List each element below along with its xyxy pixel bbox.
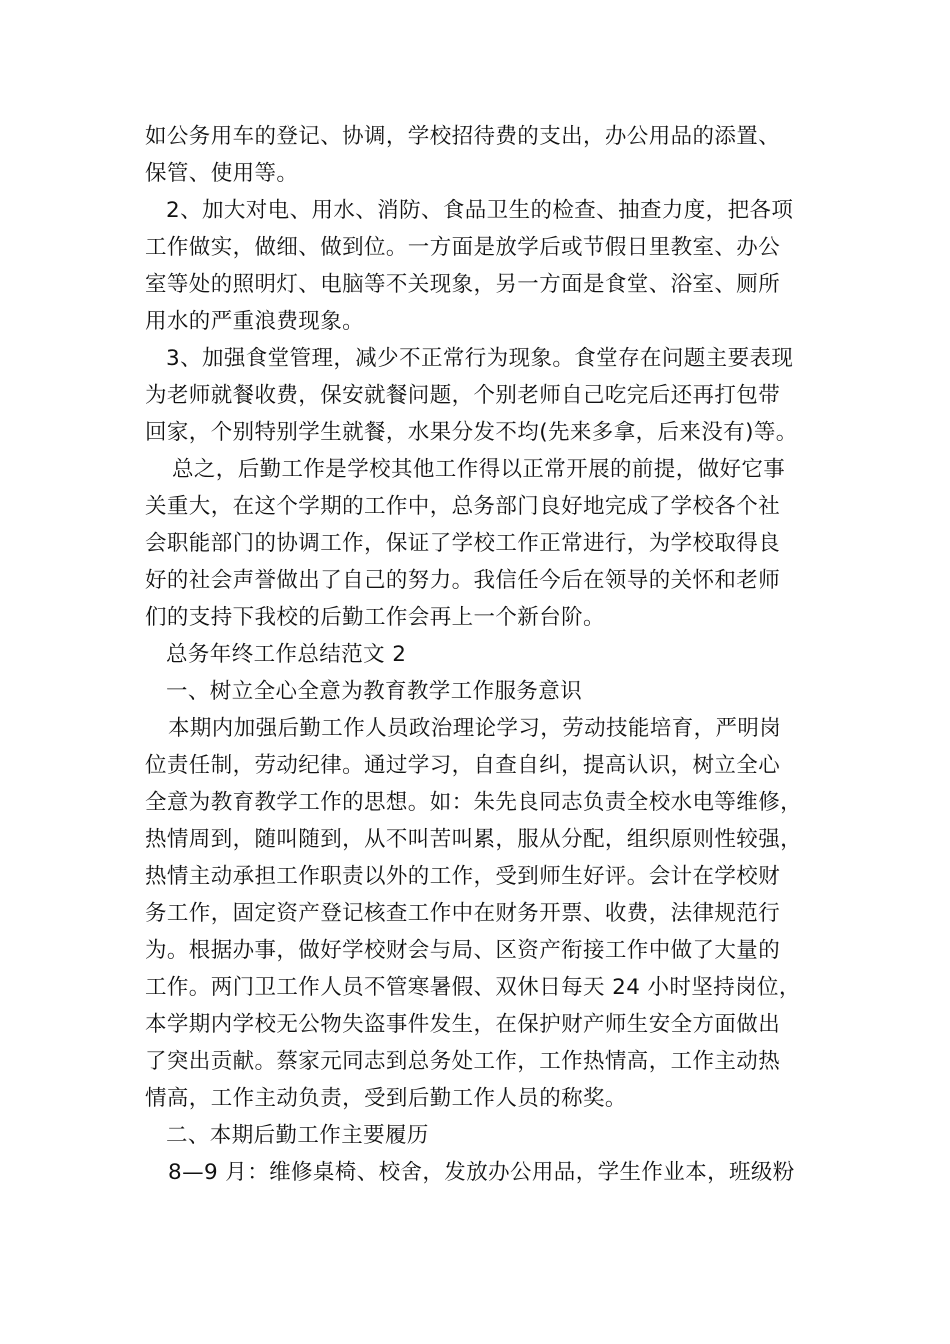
text-line: 好的社会声誉做出了自己的努力。我信任今后在领导的关怀和老师 bbox=[145, 568, 781, 593]
text-line: 们的支持下我校的后勤工作会再上一个新台阶。 bbox=[145, 605, 605, 630]
text-line: 为。根据办事，做好学校财会与局、区资产衔接工作中做了大量的 bbox=[145, 938, 781, 963]
section-heading: 一、树立全心全意为教育教学工作服务意识 bbox=[166, 679, 583, 704]
text-line: 务工作，固定资产登记核查工作中在财务开票、收费，法律规范行 bbox=[145, 901, 781, 926]
text-line: 情高，工作主动负责，受到后勤工作人员的称奖。 bbox=[145, 1086, 627, 1111]
text-line: 3、加强食堂管理，减少不正常行为现象。食堂存在问题主要表现 bbox=[166, 346, 794, 371]
section-heading: 总务年终工作总结范文 2 bbox=[166, 642, 407, 667]
text-line: 用水的严重浪费现象。 bbox=[145, 309, 365, 334]
text-line: 本期内加强后勤工作人员政治理论学习，劳动技能培育，严明岗 bbox=[168, 716, 782, 741]
text-line: 2、加大对电、用水、消防、食品卫生的检查、抽查力度，把各项 bbox=[166, 198, 794, 223]
text-line: 会职能部门的协调工作，保证了学校工作正常进行，为学校取得良 bbox=[145, 531, 781, 556]
text-line: 工作做实，做细、做到位。一方面是放学后或节假日里教室、办公 bbox=[145, 235, 781, 260]
text-line: 关重大，在这个学期的工作中，总务部门良好地完成了学校各个社 bbox=[145, 494, 781, 519]
text-line: 总之，后勤工作是学校其他工作得以正常开展的前提，做好它事 bbox=[172, 457, 786, 482]
text-line: 热情周到，随叫随到，从不叫苦叫累，服从分配，组织原则性较强， bbox=[145, 827, 803, 852]
text-line: 室等处的照明灯、电脑等不关现象，另一方面是食堂、浴室、厕所 bbox=[145, 272, 781, 297]
text-line: 为老师就餐收费，保安就餐问题，个别老师自己吃完后还再打包带 bbox=[145, 383, 781, 408]
text-line: 保管、使用等。 bbox=[145, 161, 299, 186]
text-line: 全意为教育教学工作的思想。如：朱先良同志负责全校水电等维修， bbox=[145, 790, 803, 815]
text-line: 了突出贡献。蔡家元同志到总务处工作，工作热情高，工作主动热 bbox=[145, 1049, 781, 1074]
section-heading: 二、本期后勤工作主要履历 bbox=[166, 1123, 429, 1148]
text-line: 位责任制，劳动纪律。通过学习，自查自纠，提高认识，树立全心 bbox=[145, 753, 781, 778]
text-line: 工作。两门卫工作人员不管寒暑假、双休日每天 24 小时坚持岗位， bbox=[145, 975, 801, 1000]
text-line: 8—9 月：维修桌椅、校舍，发放办公用品，学生作业本，班级粉 bbox=[168, 1160, 795, 1185]
text-line: 热情主动承担工作职责以外的工作，受到师生好评。会计在学校财 bbox=[145, 864, 781, 889]
text-line: 本学期内学校无公物失盗事件发生，在保护财产师生安全方面做出 bbox=[145, 1012, 781, 1037]
text-line: 回家，个别特别学生就餐，水果分发不均(先来多拿，后来没有)等。 bbox=[145, 420, 798, 445]
text-line: 如公务用车的登记、协调，学校招待费的支出，办公用品的添置、 bbox=[145, 124, 781, 149]
